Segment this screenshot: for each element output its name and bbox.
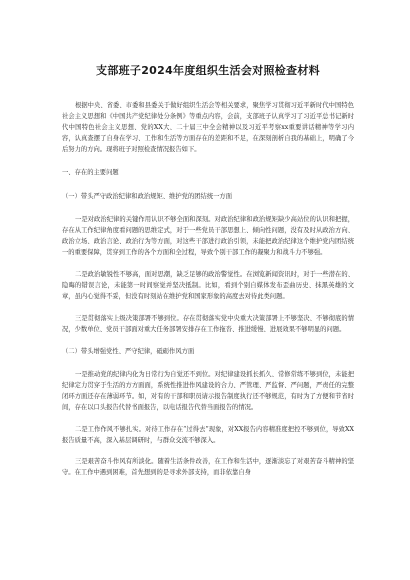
subsection-heading-discipline-style: （二）带头增强党性、严守纪律，砥砺作风方面 bbox=[62, 348, 195, 355]
paragraph-point-1: 一是对政治纪律的关键作用认识不够全面和深刻。对政治纪律和政治规矩缺少高站位的认识和把握，存在从工作纪律角度看问题的思维定式，对于一些党员干部思想上、倾向性问题，没有及时从政治方向、政治立场、政治言论、政治行为等方面，对这些干部进行政治引领，未能把政治纪律这个维护党内团结统一的重要保障，贯穿到工作的各个方面和全过程，导致个别干部工作的凝聚力和战斗力不够强。 bbox=[62, 216, 354, 256]
paragraph-point-2: 二是政治敏锐性不够高，面对思潮，缺乏足够的政治警觉性。在浏览新闻资讯时，对于一些潜在的、隐晦的错误言论，未能第一时间察觉并坚决抵制。比如，看到个别自媒体发布歪曲历史、抹黑英雄的文章，虽内心觉得不妥，但没有时刻站在维护党和国家形象的高度去对待此类问题。 bbox=[62, 271, 354, 300]
paragraph-point-4: 一是推动党的纪律内化为日常行为自觉还不到位。对纪律建设抓长抓久、常修常练不够到位，未能把纪律定力贯穿于生活的方方面面，系统性推进作风建设的合力、严管理、严监督、严问题，严责任的完整闭环方面还存在薄弱环节。如，对有的干部和职员请示报告制度执行还不够规范，有时为了方便和节省时间，存在以口头报告代替书面报告，以电话报告代替当面报告的情况。 bbox=[62, 371, 354, 411]
paragraph-point-6: 三是艰苦奋斗作风有所淡化。随着生活条件改善，在工作和生活中，逐渐淡忘了对艰苦奋斗精神的坚守。在工作中遇到困难，首先想到的是寻求外部支持，而非依靠自身 bbox=[62, 458, 354, 476]
intro-paragraph: 根据中央、省委、市委和县委关于做好组织生活会等相关要求，聚焦学习贯彻习近平新时代中国特色社会主义思想和《中国共产党纪律处分条例》等重点内容，会前，支部班子认真学习了习近平总书记新时代中国特色社会主义思想、党的XX大、二十届三中全会精神以及习近平考察xx重要讲话精神等学习内容，认真查摆了自身在学习、工作和生活等方面存在的差距和不足，在深刻剖析自我的基础上，明确了今后努力的方向。现将班子对照检查情况报告如下。 bbox=[62, 102, 354, 153]
paragraph-point-3: 三是贯彻落实上级决策部署不够到位。存在贯彻落实党中央重大决策部署上不够坚决、不够彻底的情况，少数单位、党员干部面对重大任务部署安排存在工作拖沓、推进缓慢、进展效果不够明显的问题。 bbox=[62, 315, 354, 333]
document-title: 支部班子2024年度组织生活会对照检查材料 bbox=[96, 64, 320, 77]
paragraph-point-5: 二是工作作风不够扎实。对待工作存在“过得去”现象，对XX报告内容精准度把控不够到位，导致XX报告质量不高，深入基层调研时，与群众交流不够深入。 bbox=[62, 426, 354, 444]
subsection-heading-political-discipline: （一）带头严守政治纪律和政治规矩、维护党的团结统一方面 bbox=[62, 193, 233, 200]
section-heading-problems: 一、存在的主要问题 bbox=[62, 169, 119, 176]
